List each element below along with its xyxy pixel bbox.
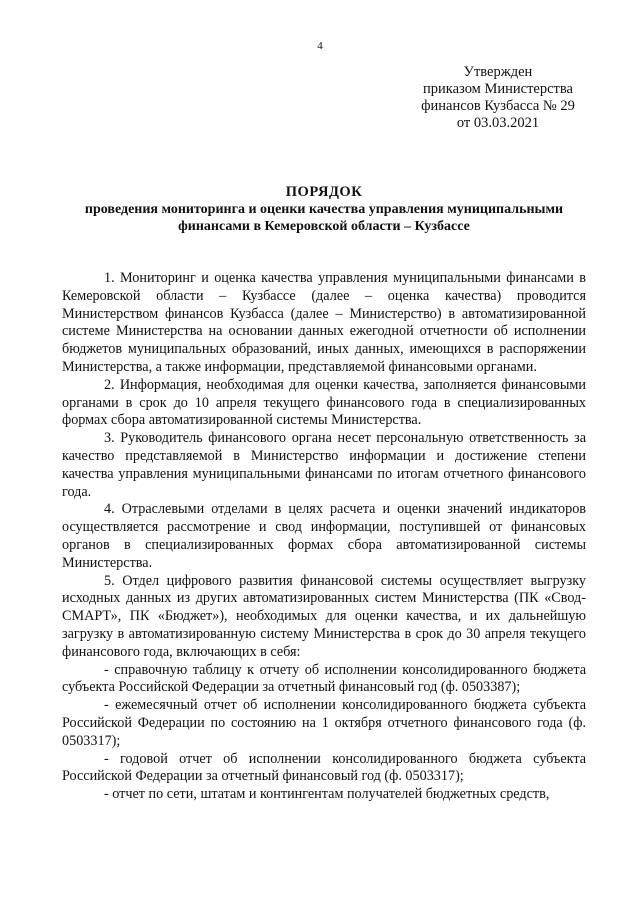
document-title (56, 184, 592, 235)
paragraph-3: 3. Руководитель финансового органа несет персональную ответственность за качество представляемой в Министерство информации и достижение степени качества управления муниципальными финансами по итогам отчетного финансового года. (62, 430, 586, 500)
list-item: - справочную таблицу к отчету об исполнении консолидированного бюджета субъекта Российской Федерации за отчетный финансовый год (ф. 0503387); (62, 661, 586, 696)
list-item: - ежемесячный отчет об исполнении консолидированного бюджета субъекта Российской Федерации по состоянию на 1 октября отчетного финансового года (ф. 0503317); (62, 697, 586, 749)
approval-line: финансов Кузбасса № 29 (421, 98, 575, 114)
paragraph-1: 1. Мониторинг и оценка качества управления муниципальными финансами в Кемеровской области – Кузбассе (далее – оценка качества) проводится Министерством финансов Кузбасса (далее – Министерство) в автоматизированной системе Министерства на основании данных ежегодной отчетности об исполнении бюджетов муниципальных образований, иных данных, имеющихся в распоряжении Министерства, а также информации, представляемой финансовыми органами. (62, 270, 586, 375)
paragraph-5: 5. Отдел цифрового развития финансовой системы осуществляет выгрузку исходных данных из других автоматизированных систем Министерства (ПК «Свод-СМАРТ», ПК «Бюджет»), необходимых для оценки качества, и их дальнейшую загрузку в автоматизированную систему Министерства в срок до 30 апреля текущего финансового года, включающих в себя: (62, 572, 586, 660)
paragraph-2: 2. Информация, необходимая для оценки качества, заполняется финансовыми органами в срок до 10 апреля текущего финансового года в специализированных формах сбора автоматизированной системы Министерства. (62, 376, 586, 429)
approval-line: приказом Министерства (423, 81, 573, 97)
paragraph-4: 4. Отраслевыми отделами в целях расчета и оценки значений индикаторов осуществляется рассмотрение и свод информации, поступившей от финансовых органов в специализированных формах сбора автоматизированной системы Министерства. (62, 501, 586, 571)
list-item: - годовой отчет об исполнении консолидированного бюджета субъекта Российской Федерации за отчетный финансовый год (ф. 0503317); (62, 750, 586, 785)
page-number: 4 (317, 40, 323, 52)
list-item: - отчет по сети, штатам и контингентам получателей бюджетных средств, (104, 786, 550, 803)
approval-stamp (412, 64, 584, 132)
title-subheading-line: проведения мониторинга и оценки качества управления муниципальными (84, 202, 564, 217)
document-body (62, 270, 586, 804)
title-heading: ПОРЯДОК (285, 184, 363, 200)
title-subheading-line: финансами в Кемеровской области – Кузбассе (178, 219, 470, 234)
approval-line: Утвержден (463, 64, 533, 80)
approval-line: от 03.03.2021 (456, 115, 540, 131)
